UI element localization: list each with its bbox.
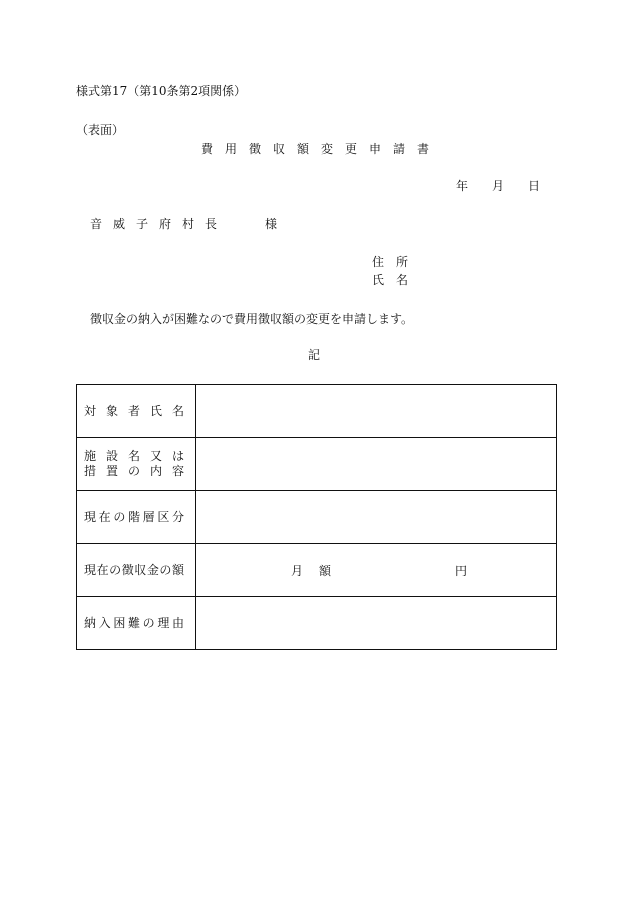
current-tier-field[interactable] — [196, 491, 557, 544]
row-label — [77, 544, 196, 597]
reason-field[interactable] — [196, 597, 557, 650]
table-row — [77, 491, 557, 544]
table-row — [77, 385, 557, 438]
document-title: 費用徴収額変更申請書 — [201, 142, 442, 156]
addressee-honorific: 様 — [265, 217, 278, 231]
date-month: 月 — [492, 179, 505, 193]
row-label-text: 施設名又は — [84, 449, 184, 463]
addressee-name: 音威子府村長 — [90, 217, 229, 231]
yen-unit: 円 — [455, 564, 468, 578]
row-label-text: 対象者氏名 — [84, 403, 184, 418]
date-year: 年 — [456, 179, 469, 193]
address-label: 住所 — [372, 255, 421, 269]
row-label — [77, 385, 196, 438]
current-amount-field[interactable] — [196, 544, 557, 597]
table-row — [77, 544, 557, 597]
facility-field[interactable] — [196, 438, 557, 491]
row-label-text: 現在の階層区分 — [84, 509, 184, 524]
ki-heading: 記 — [308, 348, 321, 362]
row-label — [77, 491, 196, 544]
row-label — [77, 438, 196, 491]
row-label-text: 納入困難の理由 — [84, 615, 184, 630]
statement: 徴収金の納入が困難なので費用徴収額の変更を申請します。 — [90, 312, 414, 326]
monthly-amount-label: 月額 — [291, 564, 348, 578]
date-day: 日 — [528, 179, 541, 193]
row-label-text: 現在の徴収金の額 — [84, 562, 184, 577]
name-label: 氏名 — [372, 273, 421, 287]
table-row — [77, 597, 557, 650]
row-label-text: 措置の内容 — [84, 464, 184, 478]
side-label: （表面） — [76, 123, 125, 137]
subject-name-field[interactable] — [196, 385, 557, 438]
application-table — [76, 384, 557, 650]
form-reference: 様式第17（第10条第2項関係） — [76, 84, 247, 98]
table-row — [77, 438, 557, 491]
row-label — [77, 597, 196, 650]
